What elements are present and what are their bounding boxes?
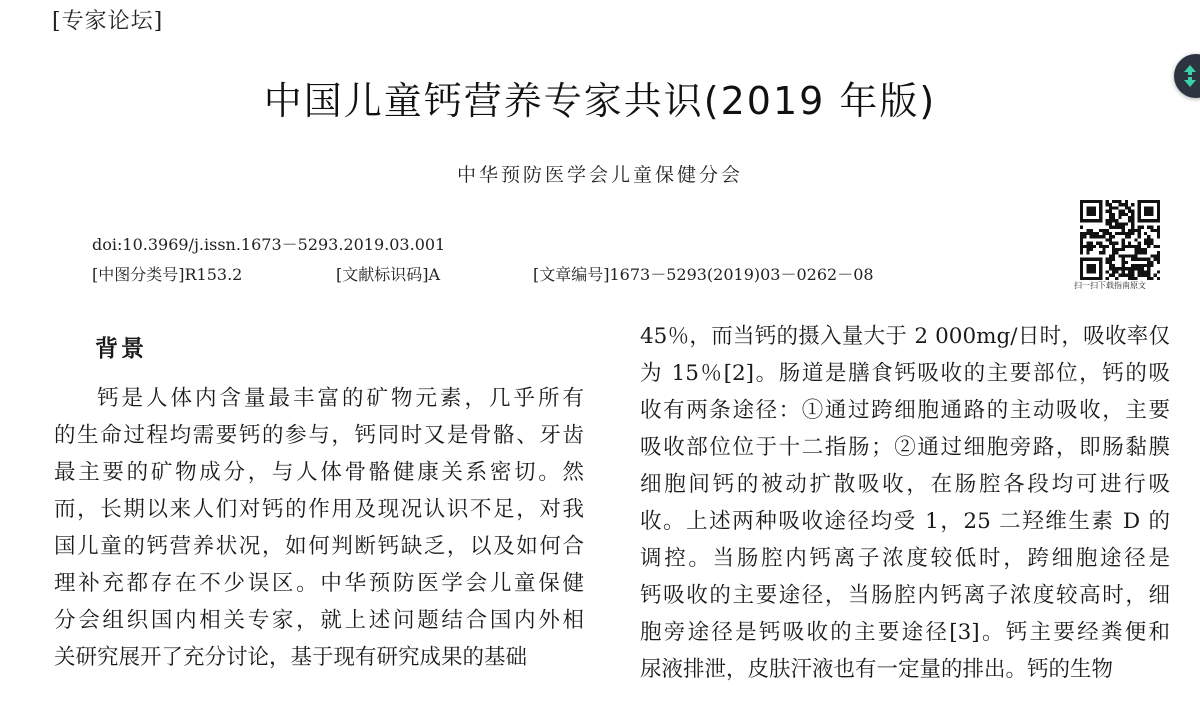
clc-number: [中图分类号]R153.2 bbox=[92, 265, 243, 284]
text-line: 国儿童的钙营养状况，如何判断钙缺乏，以及如何合 bbox=[54, 534, 584, 559]
qr-caption: 扫一扫下载指南原文 bbox=[1074, 281, 1146, 290]
text-line: 理补充都存在不少误区。中华预防医学会儿童保健 bbox=[54, 571, 584, 596]
section-heading: 背景 bbox=[95, 336, 147, 362]
text-line: 为 15％[2]。肠道是膳食钙吸收的主要部位，钙的吸 bbox=[640, 361, 1170, 386]
up-down-arrows-icon bbox=[1182, 64, 1198, 88]
section-tag: [专家论坛] bbox=[52, 9, 164, 34]
article-number: [文章编号]1673－5293(2019)03－0262－08 bbox=[533, 265, 874, 284]
document-code: [文献标识码]A bbox=[336, 265, 441, 284]
text-line: 45％，而当钙的摄入量大于 2 000mg/日时，吸收率仅 bbox=[640, 324, 1170, 349]
text-line: 而，长期以来人们对钙的作用及现况认识不足，对我 bbox=[54, 497, 584, 522]
left-column-text bbox=[54, 380, 584, 676]
text-line: 最主要的矿物成分，与人体骨骼健康关系密切。然 bbox=[54, 460, 584, 485]
text-line: 收有两条途径：①通过跨细胞通路的主动吸收，主要 bbox=[640, 398, 1170, 423]
text-line: 钙吸收的主要途径，当肠腔内钙离子浓度较高时，细 bbox=[640, 583, 1170, 608]
article-title: 中国儿童钙营养专家共识(2019 年版) bbox=[263, 79, 937, 123]
text-line: 调控。当肠腔内钙离子浓度较低时，跨细胞途径是 bbox=[640, 546, 1170, 571]
text-line: 吸收部位位于十二指肠；②通过细胞旁路，即肠黏膜 bbox=[640, 435, 1170, 460]
text-line: 的生命过程均需要钙的参与，钙同时又是骨骼、牙齿 bbox=[54, 423, 584, 448]
text-line: 收。上述两种吸收途径均受 1，25 二羟维生素 D 的 bbox=[640, 509, 1170, 534]
qr-code bbox=[1080, 200, 1160, 280]
text-line: 关研究展开了充分讨论，基于现有研究成果的基础 bbox=[54, 645, 528, 670]
article-author: 中华预防医学会儿童保健分会 bbox=[456, 164, 743, 186]
text-line: 钙是人体内含量最丰富的矿物元素，几乎所有 bbox=[97, 386, 584, 411]
doi-line: doi:10.3969/j.issn.1673－5293.2019.03.001 bbox=[92, 235, 446, 254]
text-line: 尿液排泄，皮肤汗液也有一定量的排出。钙的生物 bbox=[640, 657, 1114, 682]
text-line: 分会组织国内相关专家，就上述问题结合国内外相 bbox=[54, 608, 584, 633]
right-column-text bbox=[640, 318, 1170, 688]
text-line: 胞旁途径是钙吸收的主要途径[3]。钙主要经粪便和 bbox=[640, 620, 1170, 645]
text-line: 细胞间钙的被动扩散吸收，在肠腔各段均可进行吸 bbox=[640, 472, 1170, 497]
